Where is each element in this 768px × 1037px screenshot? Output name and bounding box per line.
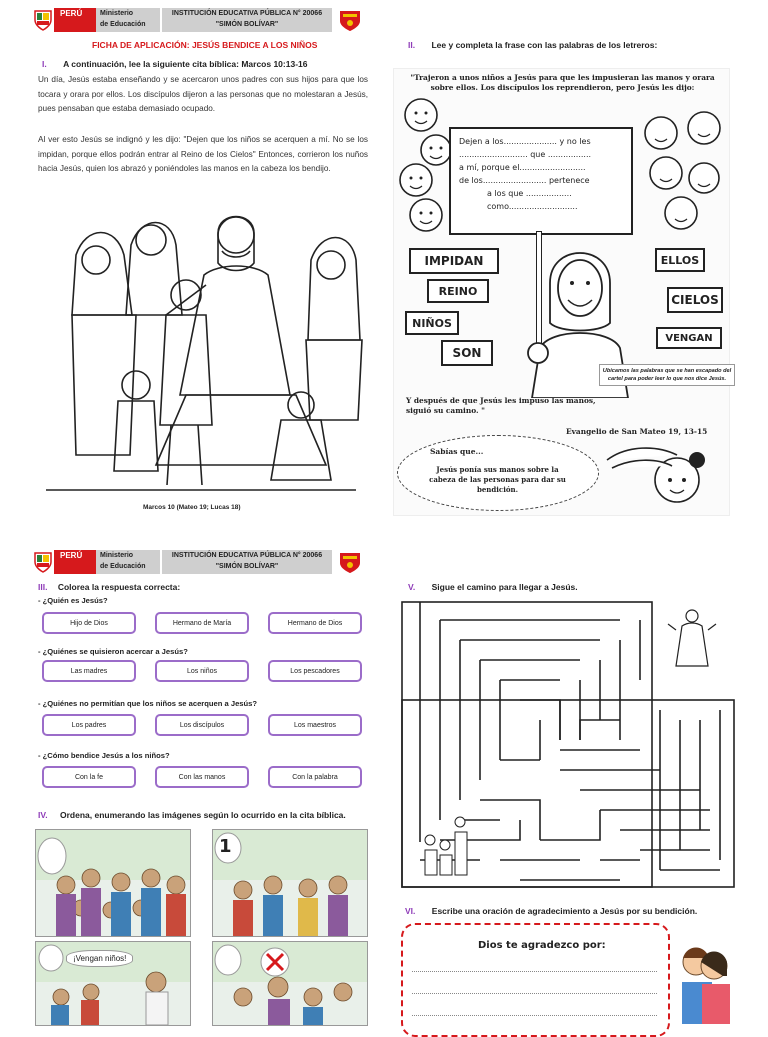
institution-line2: "SIMÓN BOLÍVAR" bbox=[215, 21, 279, 28]
sign-line: de los......................... pertenece bbox=[459, 176, 590, 185]
ministry-line1: Ministerio bbox=[100, 10, 134, 17]
section2-number: II. bbox=[408, 40, 416, 50]
institution-label bbox=[162, 550, 332, 574]
maze[interactable] bbox=[400, 600, 736, 895]
section5-number: V. bbox=[408, 582, 416, 592]
section6-heading-text: Escribe una oración de agradecimiento a Jesús por su bendición. bbox=[431, 906, 698, 916]
panel-number: 1 bbox=[219, 836, 232, 857]
section1-number: I. bbox=[42, 59, 47, 69]
illustration-caption: Marcos 10 (Mateo 19; Lucas 18) bbox=[143, 504, 241, 511]
ministry-line1: Ministerio bbox=[100, 552, 134, 559]
jesus-goal-icon bbox=[668, 610, 716, 666]
institution-line1: INSTITUCIÓN EDUCATIVA PÚBLICA N° 20066 bbox=[171, 10, 323, 17]
after-text: Y después de que Jesús les impuso las manos, siguió su camino. " bbox=[406, 396, 596, 415]
answer-option[interactable]: Con la palabra bbox=[268, 766, 362, 788]
answer-option[interactable]: Los pescadores bbox=[268, 660, 362, 682]
header-top bbox=[32, 8, 362, 32]
word-cielos: CIELOS bbox=[667, 287, 723, 313]
section2-heading bbox=[408, 40, 657, 50]
section1-paragraph2: Al ver esto Jesús se indignó y les dijo: "Dejen que los niños se acerquen a mí. No se los impidan, porque ellos podrán entrar al Reino de los Cielos" Entonces, corrieron los nuños hacia Jesús, quien los abrazó y poniéndoles las manos en la cabeza los bendijo. bbox=[38, 135, 368, 173]
section2-heading-text: Lee y completa la frase con las palabras de los letreros: bbox=[431, 40, 658, 50]
sign-lines bbox=[451, 129, 631, 213]
children-start-icon bbox=[425, 817, 467, 875]
sabias-que-title: Sabías que... bbox=[430, 447, 484, 456]
section1-heading bbox=[42, 59, 307, 69]
sign-line: como........................... bbox=[487, 202, 578, 211]
question-2: - ¿Quiénes se quisieron acercar a Jesús? bbox=[38, 647, 188, 656]
word-reino: REINO bbox=[427, 279, 489, 303]
crowd-scene-icon bbox=[36, 830, 190, 936]
story-panel-3[interactable] bbox=[35, 941, 191, 1026]
word-impidan: IMPIDAN bbox=[409, 248, 499, 274]
school-emblem-icon bbox=[338, 8, 362, 32]
disciples-refuse-icon bbox=[213, 942, 367, 1025]
children-faces-right-icon bbox=[636, 98, 726, 238]
ministry-line2: de Educación bbox=[100, 563, 146, 570]
answer-option[interactable]: Las madres bbox=[42, 660, 136, 682]
word-vengan: VENGAN bbox=[656, 327, 722, 349]
section3-number: III. bbox=[38, 582, 48, 592]
header-bottom bbox=[32, 550, 362, 574]
quote-text: "Trajeron a unos niños a Jesús para que les impusieran las manos y orara sobre ellos. Los discípulos los reprendieron, pero Jesús les dijo: bbox=[410, 73, 715, 92]
question-4: - ¿Cómo bendice Jesús a los niños? bbox=[38, 751, 170, 760]
country-label: PERÚ bbox=[54, 8, 96, 32]
answer-option[interactable]: Hijo de Dios bbox=[42, 612, 136, 634]
sign-line: Dejen a los..................... y no les bbox=[459, 137, 591, 146]
writing-line[interactable] bbox=[412, 970, 657, 972]
children-hugging-icon bbox=[676, 942, 732, 1024]
answer-option[interactable]: Hermano de Dios bbox=[268, 612, 362, 634]
section4-heading bbox=[38, 810, 346, 820]
answer-option[interactable]: Los discípulos bbox=[155, 714, 249, 736]
word-ellos: ELLOS bbox=[655, 248, 705, 272]
answer-option[interactable]: Con las manos bbox=[155, 766, 249, 788]
school-emblem-icon bbox=[338, 550, 362, 574]
story-panel-1[interactable] bbox=[35, 829, 191, 937]
page-title: FICHA DE APLICACIÓN: JESÚS BENDICE A LOS NIÑOS bbox=[92, 40, 318, 50]
disciples-scene-icon bbox=[213, 830, 367, 936]
answer-option[interactable]: Hermano de María bbox=[155, 612, 249, 634]
peru-shield-icon bbox=[32, 551, 54, 573]
writing-line[interactable] bbox=[412, 992, 657, 994]
ministry-line2: de Educación bbox=[100, 21, 146, 28]
answer-option[interactable]: Los padres bbox=[42, 714, 136, 736]
section1-heading-text: A continuación, lee la siguiente cita bíblica: Marcos 10:13-16 bbox=[63, 59, 308, 69]
section4-heading-text: Ordena, enumerando las imágenes según lo ocurrido en la cita bíblica. bbox=[60, 810, 346, 820]
ministry-label bbox=[96, 550, 160, 574]
children-faces-left-icon bbox=[396, 95, 456, 235]
section6-heading bbox=[405, 906, 697, 916]
question-1: - ¿Quién es Jesús? bbox=[38, 596, 108, 605]
answer-option[interactable]: Los niños bbox=[155, 660, 249, 682]
sign-board bbox=[449, 127, 633, 235]
country-label: PERÚ bbox=[54, 550, 96, 574]
story-panel-4[interactable] bbox=[212, 941, 368, 1026]
sign-line: a los que .................. bbox=[487, 189, 572, 198]
girl-blessing-icon bbox=[602, 440, 722, 510]
section3-heading bbox=[38, 582, 180, 592]
section5-heading bbox=[408, 582, 578, 592]
section1-paragraph1: Un día, Jesús estaba enseñando y se acercaron unos padres con sus hijos para que los tocara y orara por ellos. Los discípulos dijeron a las personas que no molestaran a Jesús, pues pensaban que estaba demasiado ocupado. bbox=[38, 75, 368, 113]
question-3: - ¿Quiénes no permitían que los niños se acerquen a Jesús? bbox=[38, 699, 258, 708]
jesus-blessing-children-illustration bbox=[36, 205, 366, 500]
sabias-que-text: Jesús ponía sus manos sobre la cabeza de las personas para dar su bendición. bbox=[429, 465, 566, 494]
answer-option[interactable]: Con la fe bbox=[42, 766, 136, 788]
speech-bubble: ¡Vengan niños! bbox=[66, 950, 133, 967]
institution-line1: INSTITUCIÓN EDUCATIVA PÚBLICA N° 20066 bbox=[171, 552, 323, 559]
ministry-label bbox=[96, 8, 160, 32]
section3-heading-text: Colorea la respuesta correcta: bbox=[57, 582, 181, 592]
sign-line: a mí, porque el.......................... bbox=[459, 163, 586, 172]
institution-label bbox=[162, 8, 332, 32]
sign-line: ........................... que ................. bbox=[459, 150, 592, 159]
section6-number: VI. bbox=[405, 906, 416, 916]
peru-shield-icon bbox=[32, 9, 54, 31]
answer-option[interactable]: Los maestros bbox=[268, 714, 362, 736]
word-son: SON bbox=[441, 340, 493, 366]
escaped-words-note: Ubicamos las palabras que se han escapado del cartel para poder leer lo que nos dice Jesús. bbox=[599, 364, 735, 386]
section5-heading-text: Sigue el camino para llegar a Jesús. bbox=[431, 582, 578, 592]
word-ninos: NIÑOS bbox=[405, 311, 459, 335]
gospel-reference: Evangelio de San Mateo 19, 13-15 bbox=[566, 427, 708, 436]
writing-line[interactable] bbox=[412, 1014, 657, 1016]
section4-number: IV. bbox=[38, 810, 48, 820]
gratitude-box-title: Dios te agradezco por: bbox=[478, 940, 606, 951]
institution-line2: "SIMÓN BOLÍVAR" bbox=[215, 563, 279, 570]
story-panel-2[interactable] bbox=[212, 829, 368, 937]
